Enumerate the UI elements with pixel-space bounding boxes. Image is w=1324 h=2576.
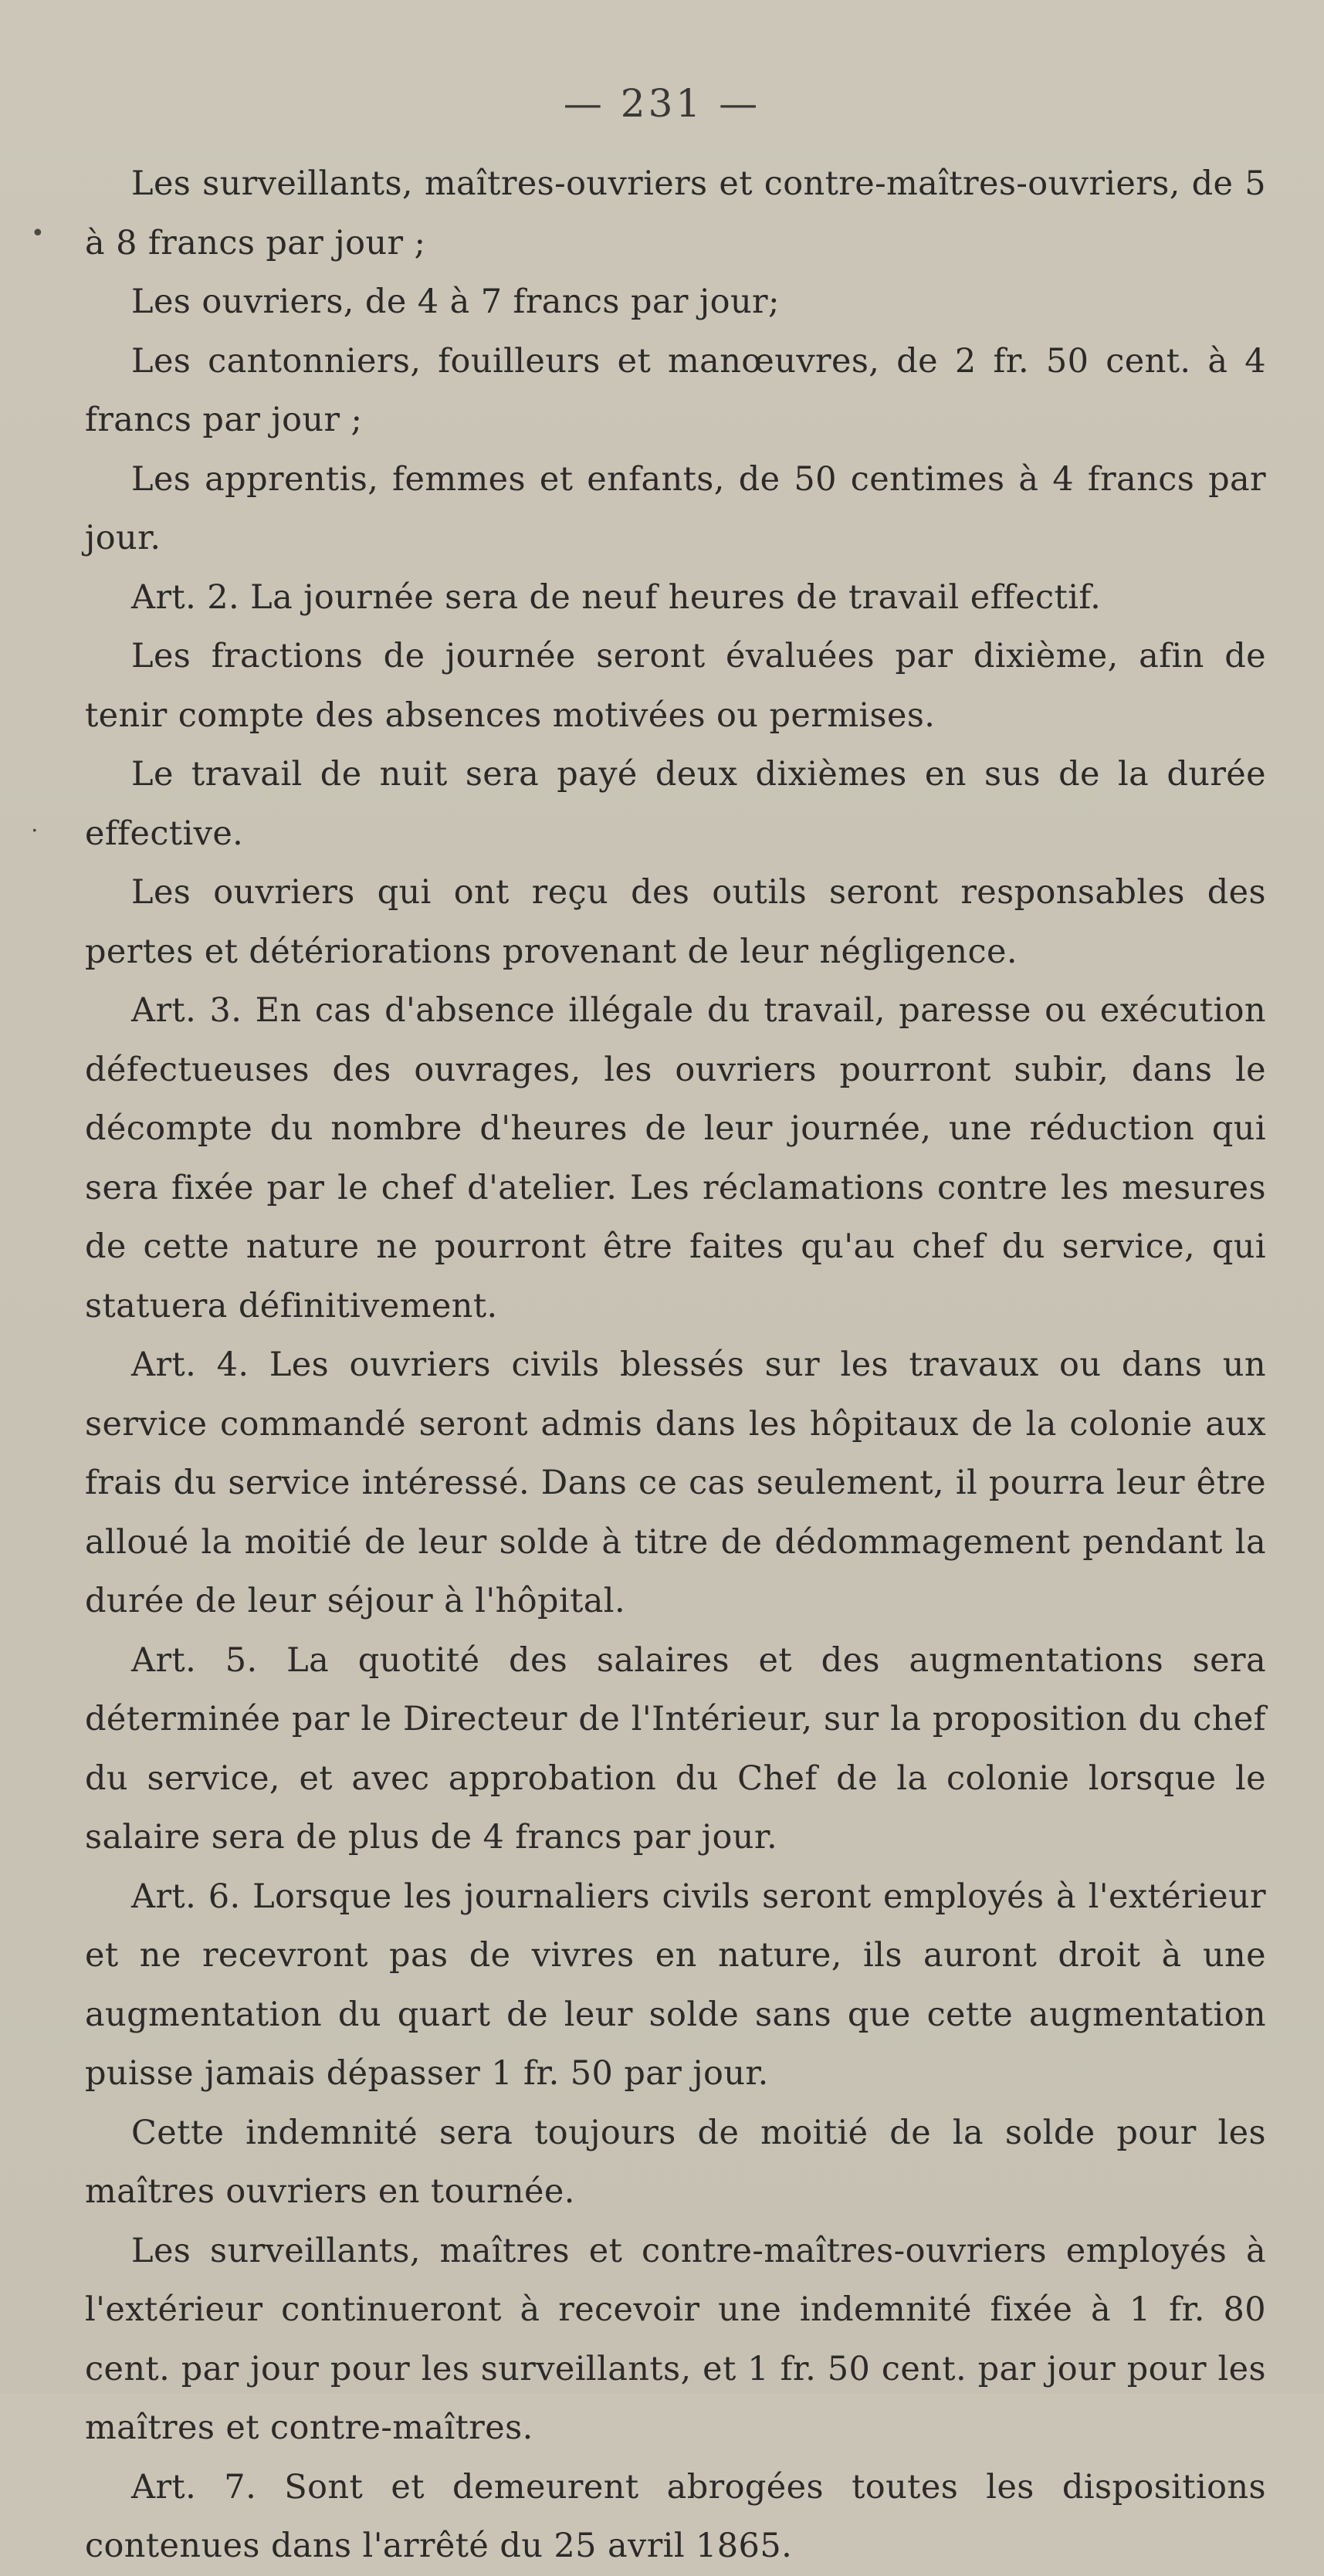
paragraph-article-7: Art. 7. Sont et demeurent abrogées toutes les dispositions contenues dans l'arrêté du 25 avril 1865. bbox=[85, 2467, 1266, 2565]
page-number: — 231 — bbox=[563, 81, 761, 126]
margin-mark: • bbox=[31, 220, 45, 247]
margin-mark: . bbox=[31, 811, 39, 838]
body-text bbox=[85, 154, 1266, 2576]
paragraph-ouvriers-wages: Les ouvriers, de 4 à 7 francs par jour; bbox=[131, 283, 780, 321]
paragraph-article-5: Art. 5. La quotité des salaires et des augmentations sera déterminée par le Directeur de l'Intérieur, sur la proposition du chef du service, et avec approbation du Chef de la colonie lorsque le salaire sera de plus de 4 francs par jour. bbox=[85, 1640, 1266, 1857]
paragraph-article-2: Art. 2. La journée sera de neuf heures de travail effectif. bbox=[131, 577, 1102, 617]
paragraph-surveillants-wages: Les surveillants, maîtres-ouvriers et contre-maîtres-ouvriers, de 5 à 8 francs par jour ; bbox=[85, 164, 1266, 262]
paragraph-tools: Les ouvriers qui ont reçu des outils seront responsables des pertes et détériorations provenant de leur négligence. bbox=[85, 873, 1266, 971]
paragraph-exterior-indemnity: Les surveillants, maîtres et contre-maîtres-ouvriers employés à l'extérieur continueront à recevoir une indemnité fixée à 1 fr. 80 cent. par jour pour les surveillants, et 1 fr. 50 cent. par jour pour les maîtres et contre-maîtres. bbox=[85, 2231, 1266, 2447]
paragraph-article-6: Art. 6. Lorsque les journaliers civils seront employés à l'extérieur et ne recevront pas de vivres en nature, ils auront droit à une augmentation du quart de leur solde sans que cette augmentation puisse jamais dépasser 1 fr. 50 par jour. bbox=[85, 1877, 1266, 2093]
paragraph-night-work: Le travail de nuit sera payé deux dixièmes en sus de la durée effective. bbox=[85, 755, 1266, 853]
paragraph-fractions: Les fractions de journée seront évaluées par dixième, afin de tenir compte des absences motivées ou permises. bbox=[85, 637, 1266, 735]
paragraph-indemnity: Cette indemnité sera toujours de moitié de la solde pour les maîtres ouvriers en tournée. bbox=[85, 2113, 1266, 2211]
paragraph-cantonniers-wages: Les cantonniers, fouilleurs et manœuvres, de 2 fr. 50 cent. à 4 francs par jour ; bbox=[85, 341, 1266, 439]
paragraph-article-3: Art. 3. En cas d'absence illégale du travail, paresse ou exécution défectueuses des ouvrages, les ouvriers pourront subir, dans le décompte du nombre d'heures de leur journée, une réduction qui sera fixée par le chef d'atelier. Les réclamations contre les mesures de cette nature ne pourront être faites qu'au chef du service, qui statuera définitivement. bbox=[85, 991, 1266, 1325]
paragraph-article-4: Art. 4. Les ouvriers civils blessés sur les travaux ou dans un service commandé seront admis dans les hôpitaux de la colonie aux frais du service intéressé. Dans ce cas seulement, il pourra leur être alloué la moitié de leur solde à titre de dédommagement pendant la durée de leur séjour à l'hôpital. bbox=[85, 1346, 1266, 1620]
paragraph-apprentis-wages: Les apprentis, femmes et enfants, de 50 centimes à 4 francs par jour. bbox=[85, 459, 1266, 557]
